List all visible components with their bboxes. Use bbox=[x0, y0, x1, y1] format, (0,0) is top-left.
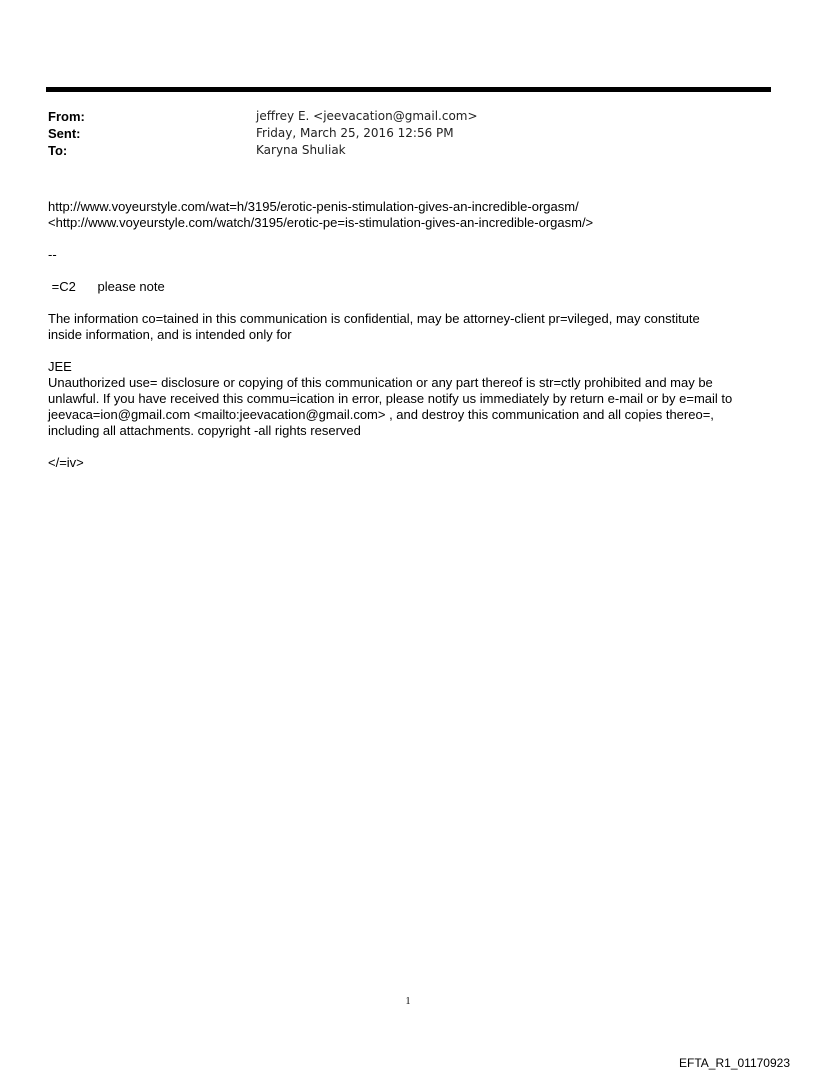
sent-label: Sent: bbox=[48, 126, 81, 141]
to-label: To: bbox=[48, 143, 68, 158]
email-body bbox=[48, 199, 778, 471]
info-line-2: inside information, and is intended only for bbox=[48, 327, 292, 342]
from-label: From: bbox=[48, 109, 85, 124]
document-id: EFTA_R1_01170923 bbox=[679, 1056, 790, 1070]
unauth-line-3: jeevaca=ion@gmail.com <mailto:jeevacation@gmail.com> , and destroy this communication and all copies thereo=, bbox=[48, 407, 714, 422]
page-number: 1 bbox=[405, 996, 411, 1007]
from-value: jeffrey E. <jeevacation@gmail.com> bbox=[256, 109, 478, 123]
signature: JEE bbox=[48, 359, 72, 374]
separator: -- bbox=[48, 247, 57, 262]
to-row bbox=[48, 142, 478, 159]
email-header bbox=[48, 108, 478, 159]
header-divider bbox=[46, 87, 771, 92]
closing-tag: </=iv> bbox=[48, 455, 84, 470]
from-row bbox=[48, 108, 478, 125]
url-line-2: <http://www.voyeurstyle.com/watch/3195/erotic-pe=is-stimulation-gives-an-incredible-orgasm/> bbox=[48, 215, 594, 230]
note-line: =C2 please note bbox=[48, 279, 165, 294]
sent-row bbox=[48, 125, 478, 142]
to-value: Karyna Shuliak bbox=[256, 143, 346, 157]
unauth-line-2: unlawful. If you have received this commu=ication in error, please notify us immediately by return e-mail or by e=mail to bbox=[48, 391, 733, 406]
unauth-line-4: including all attachments. copyright -all rights reserved bbox=[48, 423, 361, 438]
sent-value: Friday, March 25, 2016 12:56 PM bbox=[256, 126, 454, 140]
info-line-1: The information co=tained in this communication is confidential, may be attorney-client pr=vileged, may constitute bbox=[48, 311, 700, 326]
unauth-line-1: Unauthorized use= disclosure or copying of this communication or any part thereof is str=ctly prohibited and may be bbox=[48, 375, 713, 390]
url-line-1: http://www.voyeurstyle.com/wat=h/3195/erotic-penis-stimulation-gives-an-incredible-orgasm/ bbox=[48, 199, 579, 214]
